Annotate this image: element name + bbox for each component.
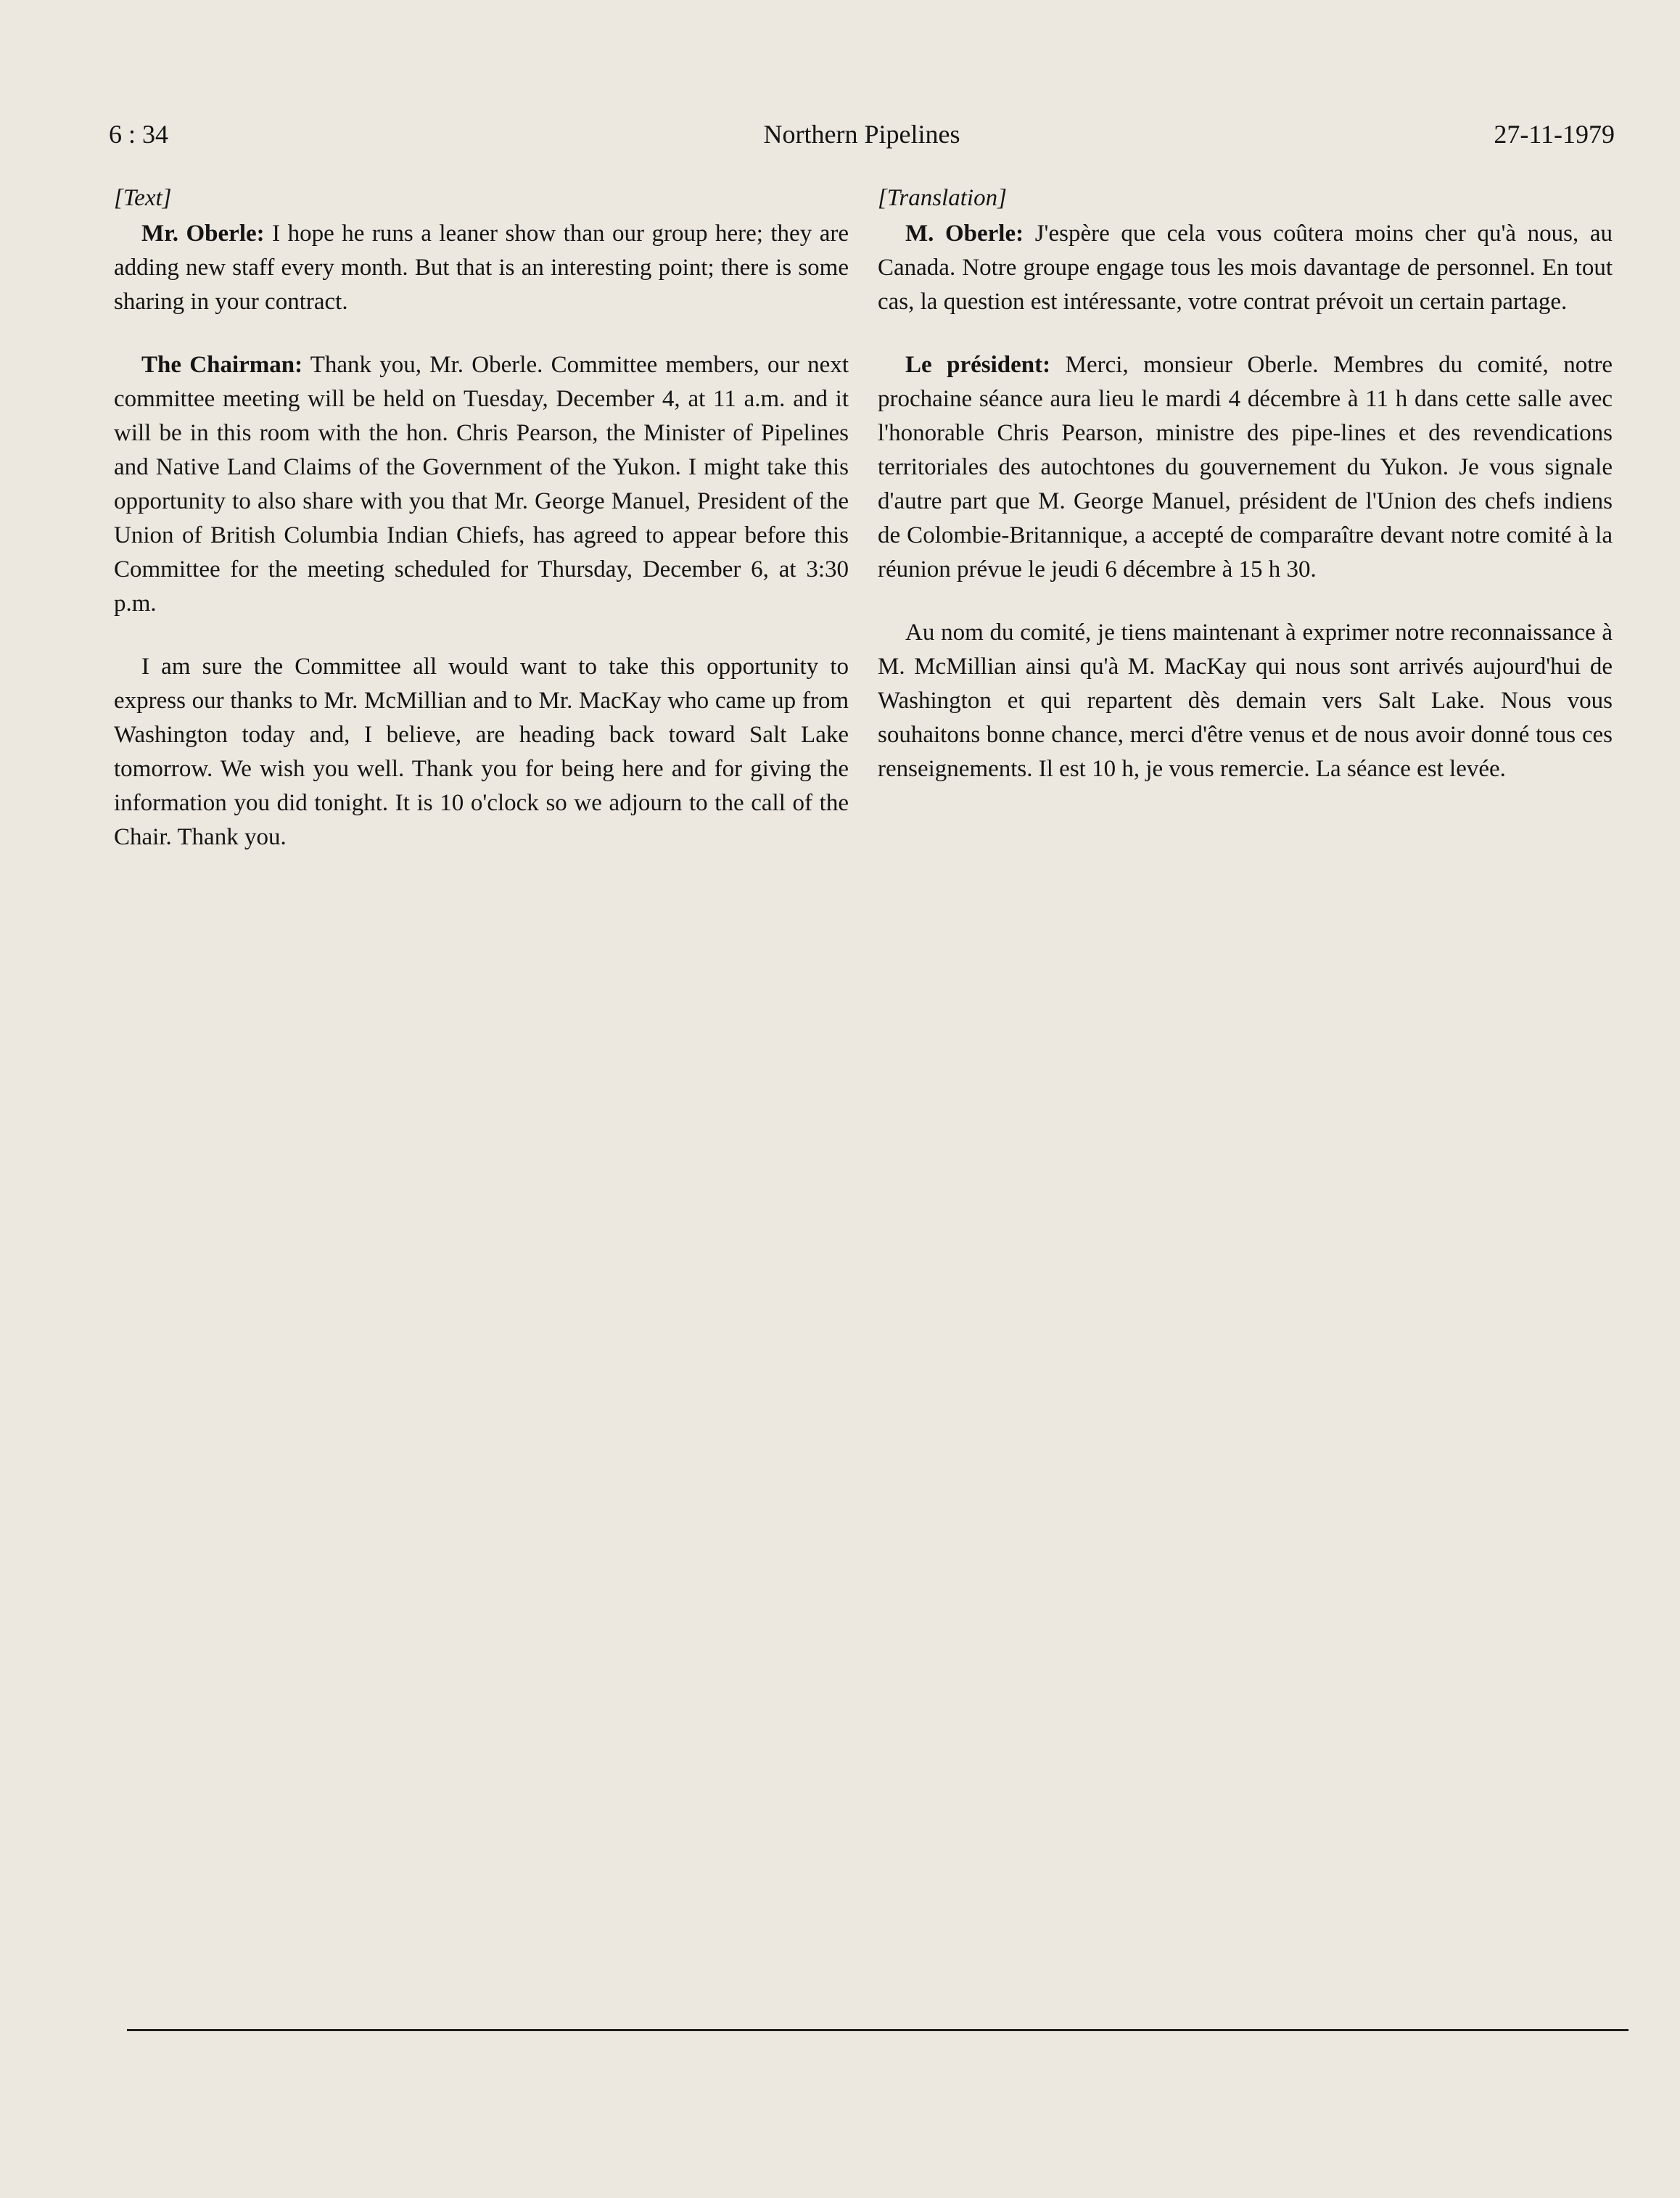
paragraph-text: Au nom du comité, je tiens maintenant à exprimer notre reconnaissance à M. McMillian ainsi qu'à M. MacKay qui nous sont arrivés aujourd'hui de Washington et qui repartent dès demain vers Salt Lake. Nous vous souhaitons bonne chance, merci d'être venus et de nous avoir donné tous ces renseignements. Il est 10 h, je vous remercie. La séance est levée. [878,620,1613,782]
paragraph [114,650,849,855]
translation-label: [Translation] [878,185,1007,211]
paragraph [114,348,849,621]
speaker-name: Mr. Oberle: [141,221,265,247]
journal-title: Northern Pipelines [763,120,960,149]
french-column [878,181,1613,786]
paragraph [878,616,1613,786]
paragraph-text: I am sure the Committee all would want to take this opportunity to express our thanks to Mr. McMillian and to Mr. MacKay who came up from Washington today and, I believe, are heading back toward Salt Lake tomorrow. We wish you well. Thank you for being here and for giving the information you did tonight. It is 10 o'clock so we adjourn to the call of the Chair. Thank you. [114,654,849,850]
english-column [114,181,849,855]
paragraph-text: Thank you, Mr. Oberle. Committee members, our next committee meeting will be held on Tuesday, December 4, at 11 a.m. and it will be in this room with the hon. Chris Pearson, the Minister of Pipelines and Native Land Claims of the Government of the Yukon. I might take this opportunity to also share with you that Mr. George Manuel, President of the Union of British Columbia Indian Chiefs, has agreed to appear before this Committee for the meeting scheduled for Thursday, December 6, at 3:30 p.m. [114,352,849,617]
speaker-name: M. Oberle: [905,221,1024,247]
paragraph-text: J'espère que cela vous coûtera moins cher qu'à nous, au Canada. Notre groupe engage tous les mois davantage de personnel. En tout cas, la question est intéressante, votre contrat prévoit un certain partage. [878,221,1613,315]
page-number: 6 : 34 [109,120,169,149]
paragraph [114,217,849,319]
speaker-name: The Chairman: [141,352,303,378]
bottom-rule [127,2029,1628,2031]
paragraph-text: Merci, monsieur Oberle. Membres du comité, notre prochaine séance aura lieu le mardi 4 décembre à 11 h dans cette salle avec l'honorable Chris Pearson, ministre des pipe-lines et des revendications territoriales des autochtones du gouvernement du Yukon. Je vous signale d'autre part que M. George Manuel, président de l'Union des chefs indiens de Colombie-Britannique, a accepté de comparaître devant notre comité à la réunion prévue le jeudi 6 décembre à 15 h 30. [878,352,1613,583]
paragraph-text: I hope he runs a leaner show than our group here; they are adding new staff every month. But that is an interesting point; there is some sharing in your contract. [114,221,849,315]
paragraph [878,217,1613,319]
issue-date: 27-11-1979 [1494,120,1615,149]
page-header [109,109,1615,160]
speaker-name: Le président: [905,352,1051,378]
text-label: [Text] [114,185,172,211]
paragraph [878,348,1613,587]
